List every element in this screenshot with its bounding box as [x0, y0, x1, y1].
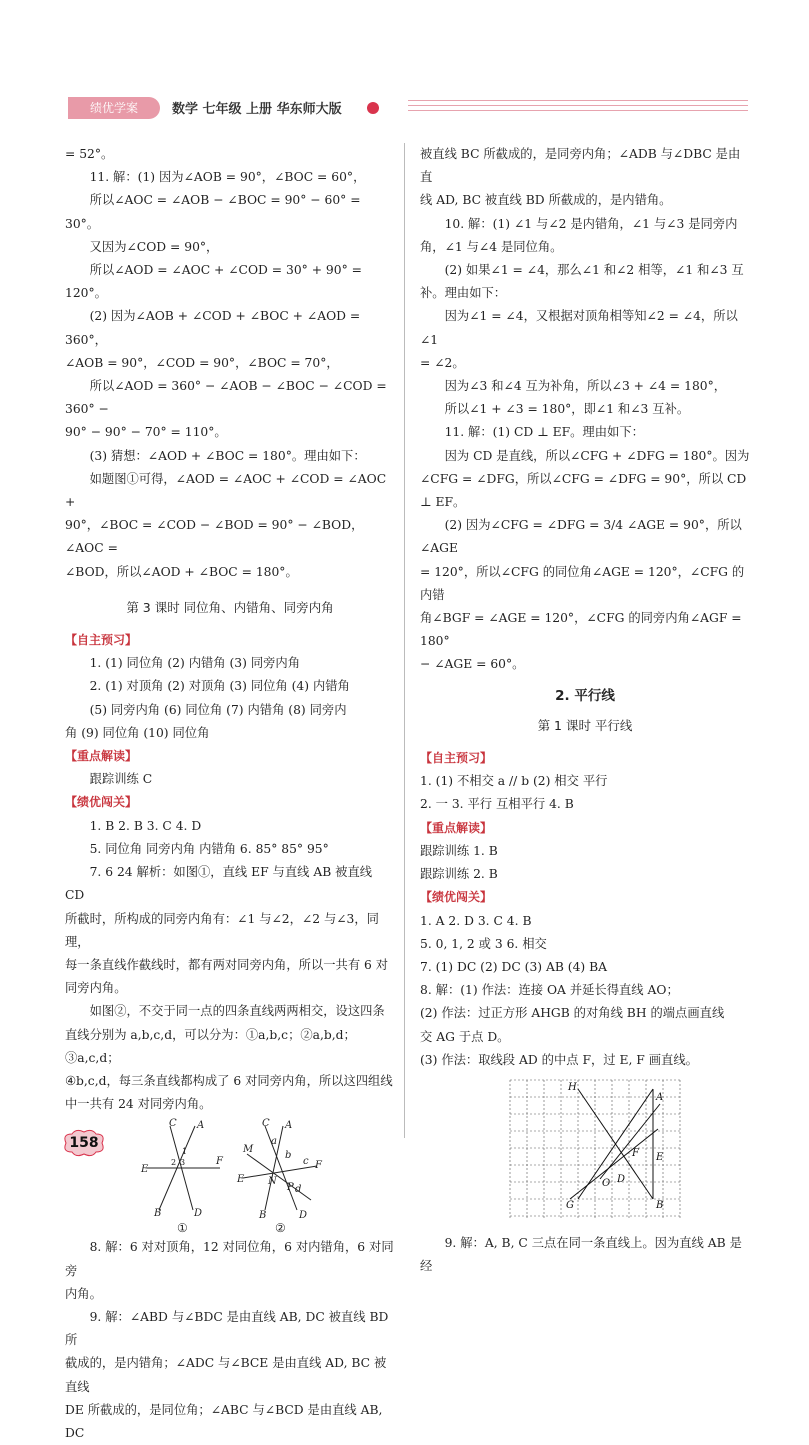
section-tag: 【绩优闯关】 [65, 795, 138, 810]
fig1-label: A [197, 1120, 205, 1132]
fig2-label: F [315, 1160, 322, 1172]
text-line: (3) 猜想：∠AOD + ∠BOC = 180°。理由如下： [89, 448, 366, 463]
fig2-label: b [285, 1150, 292, 1162]
fig2-label: a [271, 1136, 277, 1148]
text-line: (2) 如果∠1 = ∠4，那么∠1 和∠2 相等，∠1 和∠3 互 [444, 263, 744, 278]
header-rule-1 [408, 100, 748, 101]
text-line: 线 AD, BC 被直线 BD 所截成的，是内错角。 [420, 193, 672, 208]
text-line: = 120°，所以∠CFG 的同位角∠AGE = 120°，∠CFG 的内错 [420, 564, 745, 602]
text-line: 5. 同位角 同旁内角 内错角 6. 85° 85° 95° [89, 841, 329, 856]
dashed-grid [510, 1080, 680, 1218]
fig1-label: D [194, 1208, 203, 1220]
header-rule-3 [408, 110, 748, 111]
text-line: 因为 CD 是直线，所以∠CFG + ∠DFG = 180°。因为 [444, 448, 750, 463]
text-line: ∠BOD，所以∠AOD + ∠BOC = 180°。 [65, 564, 298, 579]
fig1-label: F [216, 1156, 223, 1168]
text-line: 7. (1) DC (2) DC (3) AB (4) BA [420, 959, 608, 974]
text-line: 角∠BGF = ∠AGE = 120°，∠CFG 的同旁内角∠AGF = 180° [420, 611, 742, 649]
grid-label: B [656, 1199, 664, 1211]
fig2-label: P [287, 1182, 294, 1194]
angle-figures [65, 1118, 395, 1234]
header-rule-2 [408, 105, 748, 106]
text-line: 7. 6 24 解析：如图①，直线 EF 与直线 AB 被直线 CD [65, 865, 373, 903]
text-line: 跟踪训练 1. B [420, 843, 498, 858]
text-line: 如题图①可得，∠AOD = ∠AOC + ∠COD = ∠AOC + [65, 471, 387, 510]
text-line: 9. 解：∠ABD 与∠BDC 是由直线 AB, DC 被直线 BD 所 [65, 1309, 389, 1348]
text-line: 每一条直线作截线时，都有两对同旁内角，所以一共有 6 对 [65, 957, 389, 972]
text-line: 中一共有 24 对同旁内角。 [65, 1097, 212, 1112]
text-line: (5) 同旁内角 (6) 同位角 (7) 内错角 (8) 同旁内 [89, 702, 347, 717]
text-line: 11. 解：(1) CD ⊥ EF。理由如下： [444, 425, 644, 440]
text-line: 所截时，所构成的同旁内角有：∠1 与∠2，∠2 与∠3，同理， [65, 911, 379, 949]
fig1-label: B [154, 1208, 162, 1220]
text-line: 交 AG 于点 D。 [420, 1029, 510, 1044]
text-line: 所以∠AOC = ∠AOB − ∠BOC = 90° − 60° = 30°。 [65, 193, 361, 231]
text-line: 5. 0, 1, 2 或 3 6. 相交 [420, 936, 547, 951]
text-line: (2) 因为∠AOB + ∠COD + ∠BOC + ∠AOD = 360°， [65, 309, 361, 347]
page-number: 158 [69, 1135, 99, 1151]
fig1-label: 1 [182, 1147, 188, 1157]
left-column [65, 143, 395, 1445]
text-line: 90°，∠BOC = ∠COD − ∠BOD = 90° − ∠BOD，∠AOC = [65, 518, 364, 556]
text-line: 同旁内角。 [65, 981, 127, 996]
text-line: DE 所截成的，是同位角；∠ABC 与∠BCD 是由直线 AB, DC [65, 1402, 383, 1440]
text-line: 90° − 90° − 70° = 110°。 [65, 425, 227, 440]
fig2-label: B [259, 1210, 267, 1222]
text-line: 跟踪训练 C [89, 772, 153, 787]
construction-lines [570, 1089, 660, 1199]
text-line: (2) 因为∠CFG = ∠DFG = 3/4 ∠AGE = 90°，所以∠AGE [420, 518, 742, 556]
grid-label: D [617, 1173, 626, 1185]
grid-construction [420, 1074, 750, 1224]
grid-label: E [656, 1151, 664, 1163]
text-line: (2) 作法：过正方形 AHGB 的对角线 BH 的端点画直线 [420, 1006, 725, 1021]
text-line: 8. 解：6 对对顶角，12 对同位角，6 对内错角，6 对同旁 [65, 1240, 394, 1278]
fig1-label: E [141, 1164, 149, 1176]
text-line: 直线分别为 a,b,c,d，可以分为：①a,b,c；②a,b,d；③a,c,d； [65, 1027, 356, 1065]
fig2-caption: ② [275, 1221, 286, 1235]
figure-2 [243, 1126, 317, 1210]
text-line: 1. (1) 不相交 a // b (2) 相交 平行 [420, 774, 608, 789]
text-line: 8. 解：(1) 作法：连接 OA 并延长得直线 AO； [420, 983, 679, 998]
text-line: 2. 一 3. 平行 互相平行 4. B [420, 797, 574, 812]
text-line: 所以∠AOD = ∠AOC + ∠COD = 30° + 90° = 120°。 [65, 263, 362, 301]
text-line: 10. 解：(1) ∠1 与∠2 是内错角，∠1 与∠3 是同旁内 [444, 216, 738, 231]
text-line: 1. B 2. B 3. C 4. D [89, 818, 202, 833]
text-line: = ∠2。 [420, 355, 465, 370]
section-tag: 【重点解读】 [420, 820, 493, 835]
grid-label: A [656, 1091, 664, 1103]
text-line: 跟踪训练 2. B [420, 867, 498, 882]
lesson-title: 第 3 课时 同位角、内错角、同旁内角 [126, 599, 334, 615]
text-line: 截成的，是内错角；∠ADC 与∠BCE 是由直线 AD, BC 被直线 [65, 1356, 387, 1394]
text-line: 又因为∠COD = 90°， [89, 239, 219, 254]
text-line: 11. 解：(1) 因为∠AOB = 90°，∠BOC = 60°， [89, 170, 366, 185]
section-title: 2. 平行线 [555, 687, 615, 704]
fig2-label: N [268, 1176, 277, 1188]
fig2-label: D [299, 1210, 308, 1222]
text-line: 9. 解：A, B, C 三点在同一条直线上。因为直线 AB 是经 [420, 1235, 742, 1274]
right-column [420, 143, 750, 1278]
text-line: 补。理由如下： [420, 286, 507, 301]
page-header [68, 93, 748, 123]
fig2-label: C [262, 1118, 270, 1130]
fig2-label: E [237, 1174, 245, 1186]
text-line: ∠CFG = ∠DFG，所以∠CFG = ∠DFG = 90°，所以 CD ⊥ EF。 [420, 471, 747, 510]
fig2-label: A [285, 1120, 293, 1132]
fig1-label: 3 [180, 1158, 186, 1168]
text-line: 角，∠1 与∠4 是同位角。 [420, 239, 563, 254]
grid-label: F [632, 1147, 639, 1159]
header-series-tag: 绩优学案 [68, 97, 160, 119]
text-line: ④b,c,d，每三条直线都构成了 6 对同旁内角，所以这四组线 [65, 1073, 393, 1088]
grid-figure [420, 1074, 750, 1224]
text-line: 内角。 [65, 1286, 102, 1301]
text-line: 所以∠AOD = 360° − ∠AOB − ∠BOC − ∠COD = 360° − [65, 379, 387, 417]
text-line: 因为∠1 = ∠4，又根据对顶角相等知∠2 = ∠4，所以∠1 [420, 309, 738, 347]
section-tag: 【重点解读】 [65, 749, 138, 764]
grid-label: G [566, 1199, 574, 1211]
text-line: 2. (1) 对顶角 (2) 对顶角 (3) 同位角 (4) 内错角 [89, 679, 350, 694]
grid-label: H [568, 1081, 577, 1093]
fig2-label: c [303, 1156, 309, 1168]
figure-1 [147, 1126, 220, 1210]
page-number-badge [60, 1128, 108, 1158]
figure-pair [65, 1118, 395, 1234]
fig1-caption: ① [177, 1221, 188, 1235]
fig1-label: C [169, 1118, 177, 1130]
section-tag: 【绩优闯关】 [420, 890, 493, 905]
text-line: ∠AOB = 90°，∠COD = 90°，∠BOC = 70°， [65, 355, 339, 370]
text-line: (3) 作法：取线段 AD 的中点 F，过 E, F 画直线。 [420, 1052, 698, 1067]
lesson-title: 第 1 课时 平行线 [537, 717, 633, 733]
text-line: 被直线 BC 所截成的，是同旁内角；∠ADB 与∠DBC 是由直 [420, 147, 741, 185]
section-tag: 【自主预习】 [65, 633, 138, 648]
text-line: 如图②，不交于同一点的四条直线两两相交，设这四条 [89, 1004, 385, 1019]
section-tag: 【自主预习】 [420, 751, 493, 766]
grid-label: O [602, 1177, 611, 1189]
text-line: = 52°。 [65, 147, 114, 161]
fig1-label: 2 [171, 1158, 177, 1168]
text-line: − ∠AGE = 60°。 [420, 657, 525, 672]
fig2-label: d [295, 1184, 302, 1196]
header-book-title: 数学 七年级 上册 华东师大版 [172, 102, 342, 117]
column-divider [404, 143, 405, 1138]
text-line: 角 (9) 同位角 (10) 同位角 [65, 725, 210, 740]
text-line: 因为∠3 和∠4 互为补角，所以∠3 + ∠4 = 180°， [444, 379, 727, 394]
text-line: 1. (1) 同位角 (2) 内错角 (3) 同旁内角 [89, 656, 301, 671]
fig2-label: M [243, 1144, 254, 1156]
header-dot-icon [367, 102, 379, 114]
text-line: 1. A 2. D 3. C 4. B [420, 913, 532, 928]
text-line: 所以∠1 + ∠3 = 180°，即∠1 和∠3 互补。 [444, 402, 690, 417]
